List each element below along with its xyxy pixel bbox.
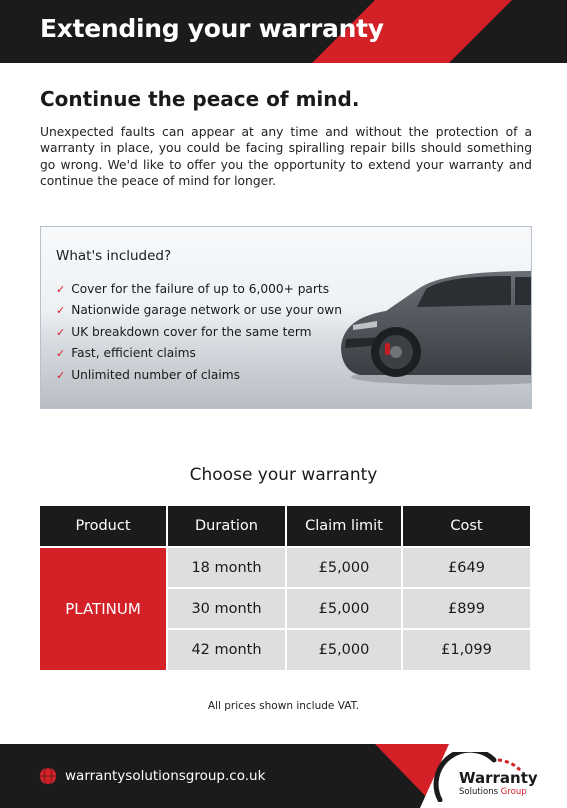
list-item-label: UK breakdown cover for the same term — [71, 324, 312, 339]
column-header-cost: Cost — [403, 506, 530, 546]
pricing-table — [40, 506, 530, 670]
column-header-duration: Duration — [168, 506, 285, 546]
duration-cell: 18 month — [168, 548, 285, 587]
logo-tagline: Solutions Group — [459, 787, 527, 797]
list-item — [56, 343, 342, 364]
page-title: Extending your warranty — [40, 14, 384, 43]
duration-cell: 42 month — [168, 630, 285, 670]
claim-limit-cell: £5,000 — [287, 548, 401, 587]
list-item-label: Nationwide garage network or use your own — [71, 303, 342, 318]
list-item-label: Cover for the failure of up to 6,000+ parts — [71, 282, 330, 296]
company-logo — [432, 752, 537, 802]
included-panel — [40, 226, 532, 409]
claim-limit-cell: £5,000 — [287, 630, 401, 670]
logo-wordmark: Warranty — [459, 769, 538, 787]
included-title: What's included? — [56, 248, 172, 264]
claim-limit-cell: £5,000 — [287, 589, 401, 628]
list-item-label: Unlimited number of claims — [71, 367, 241, 382]
list-item — [56, 365, 342, 386]
included-list — [56, 279, 342, 386]
intro-paragraph: Unexpected faults can appear at any time and without the protection of a warranty in place, you could be facing spiralling repair bills should something go wrong. We'd like to offer you the opportunity to extend your warranty and continue the peace of mind for longer. — [40, 125, 532, 188]
check-icon: ✓ — [56, 368, 66, 382]
pricing-title: Choose your warranty — [189, 465, 378, 485]
list-item-label: Fast, efficient claims — [71, 346, 196, 361]
column-header-product: Product — [40, 506, 166, 546]
cost-cell: £649 — [403, 548, 530, 587]
duration-cell: 30 month — [168, 589, 285, 628]
product-platinum: PLATINUM — [40, 548, 166, 670]
globe-icon — [38, 766, 58, 786]
list-item — [56, 300, 342, 321]
check-icon: ✓ — [56, 347, 66, 361]
check-icon: ✓ — [56, 304, 66, 318]
column-header-claim-limit: Claim limit — [287, 506, 401, 546]
list-item — [56, 322, 342, 343]
check-icon: ✓ — [56, 325, 66, 339]
cost-cell: £899 — [403, 589, 530, 628]
vat-note: All prices shown include VAT. — [207, 700, 360, 712]
website-link[interactable]: warrantysolutionsgroup.co.uk — [65, 768, 266, 784]
intro-heading: Continue the peace of mind. — [40, 87, 360, 111]
list-item — [56, 279, 342, 300]
check-icon: ✓ — [56, 283, 66, 296]
cost-cell: £1,099 — [403, 630, 530, 670]
page-footer — [0, 744, 567, 808]
page-header — [0, 0, 567, 63]
